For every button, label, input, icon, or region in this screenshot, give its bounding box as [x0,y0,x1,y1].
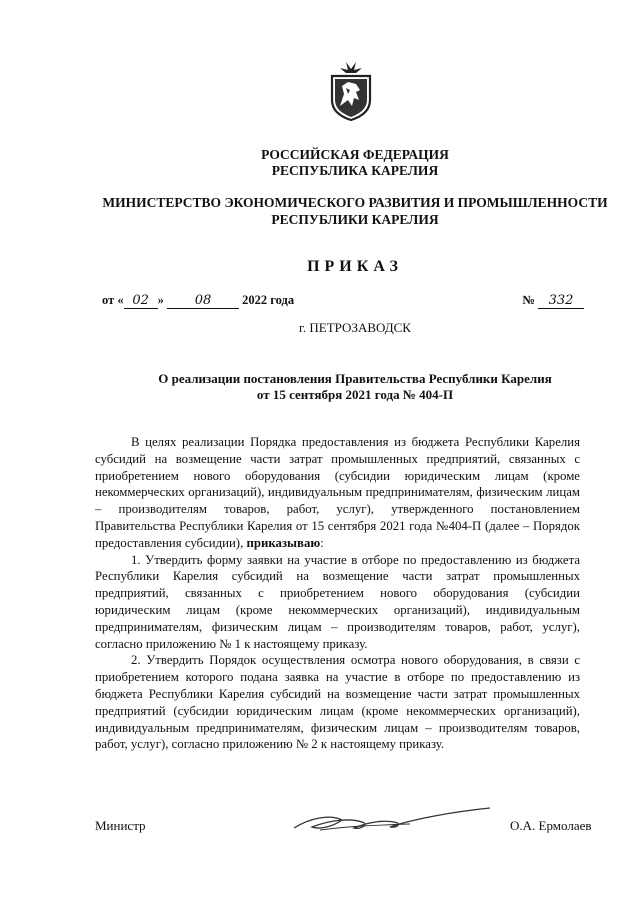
date-number-line [102,293,582,309]
intro-paragraph [95,434,580,552]
subject-block [60,371,640,403]
document-type: ПРИКАЗ [307,258,403,275]
ministry-line-1: МИНИСТЕРСТВО ЭКОНОМИЧЕСКОГО РАЗВИТИЯ И ПРОМЫШЛЕННОСТИ [102,195,608,210]
intro-text: В целях реализации Порядка предоставления из бюджета Республики Карелия субсидий на возмещение части затрат промышленных предприятий, связанных с приобретением нового оборудования (субсидии юридическим лицам (кроме некоммерческих организаций), индивидуальным предпринимателям, физическим лицам – производителям товаров, работ, услуг), утвержденного постановлением Правительства Республики Карелия от 15 сентября 2021 года №404-П (далее – Порядок предоставления субсидии), [95,435,580,550]
subject-line-1: О реализации постановления Правительства Республики Карелия [158,371,552,386]
handwritten-signature [290,800,495,840]
city: г. ПЕТРОЗАВОДСК [299,320,411,335]
country-name: РОССИЙСКАЯ ФЕДЕРАЦИЯ [261,147,449,162]
date-mid: » [157,293,164,307]
ministry-line-2: РЕСПУБЛИКИ КАРЕЛИЯ [271,212,439,227]
order-colon: : [320,535,324,550]
date-month: 08 [167,293,239,309]
order-word: приказываю [246,535,321,550]
signatory-position: Министр [95,818,146,833]
document-body [95,434,580,753]
subject-line-2: от 15 сентября 2021 года № 404-П [256,387,454,402]
item-1-paragraph: 1. Утвердить форму заявки на участие в отборе по предоставлению из бюджета Республики Карелия субсидий на возмещение части затрат промышленных предприятий, связанных с приобретением нового оборудования (субсидии юридическим лицам (кроме некоммерческих организаций), индивидуальным предпринимателям, физическим лицам – производителям товаров, работ, услуг), согласно приложению № 1 к настоящему приказу. [95,552,580,651]
item-2-paragraph: 2. Утвердить Порядок осуществления осмотра нового оборудования, в связи с приобретением которого подана заявка на участие в отборе по предоставлению из бюджета Республики Карелия субсидий на возмещение части затрат промышленных предприятий (субсидии юридическим лицам (кроме некоммерческих организаций), индивидуальным предпринимателям, физическим лицам – производителям товаров, работ, услуг), согласно приложению № 2 к настоящему приказу. [95,653,580,752]
number-value: 332 [538,293,584,309]
coat-of-arms-emblem [326,60,376,122]
republic-name: РЕСПУБЛИКА КАРЕЛИЯ [271,163,439,178]
ministry-block [60,194,640,228]
date-prefix: от « [102,293,124,307]
date-year: 2022 года [242,293,295,307]
signatory-name: О.А. Ермолаев [510,818,592,833]
number-prefix: № [522,293,535,307]
header-country-block [60,147,640,179]
date-day: 02 [124,293,158,309]
order-number [522,293,584,309]
